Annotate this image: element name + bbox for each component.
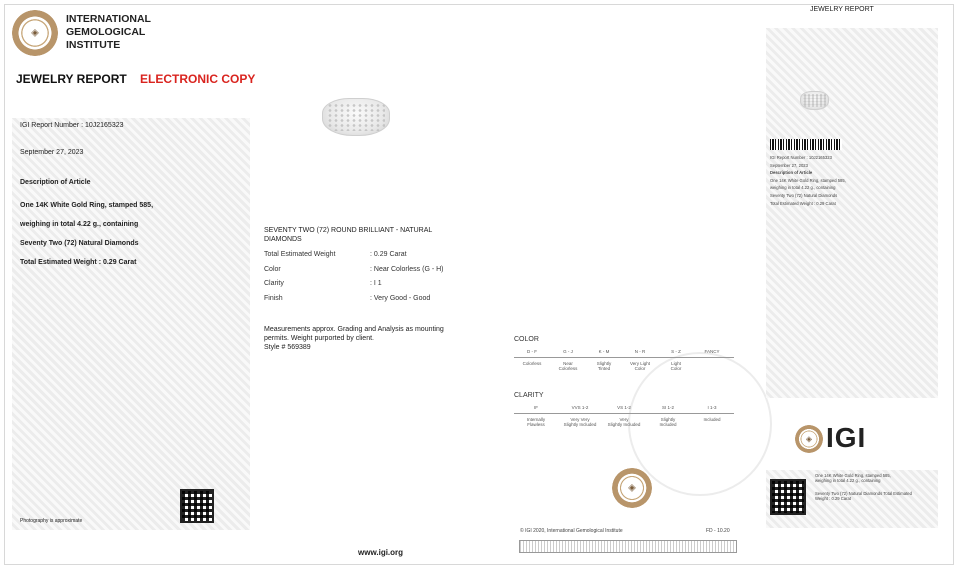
- tear-line: Seventy Two (72) Natural Diamonds Total Estimated: [815, 491, 912, 496]
- tear-details: [815, 473, 935, 501]
- grading-label: Total Estimated Weight: [264, 251, 336, 258]
- ring-diamonds: [327, 103, 385, 131]
- clarity-desc-row: [514, 417, 734, 427]
- photo-note: Photography is approximate: [20, 518, 83, 524]
- report-date: September 27, 2023: [20, 149, 84, 156]
- color-scale-heading: COLOR: [514, 336, 539, 343]
- color-grade: D - F: [527, 349, 537, 354]
- grading-row: [264, 295, 504, 310]
- color-desc: Very Light Color: [629, 361, 650, 371]
- total-weight: Total Estimated Weight : 0.29 Carat: [20, 259, 137, 266]
- right-line: Seventy Two (72) Natural Diamonds: [770, 192, 838, 198]
- clarity-grade: I 1-3: [707, 405, 717, 410]
- color-desc: Slightly Tinted: [596, 361, 612, 371]
- right-line: One 14K White Gold Ring, stamped 585,: [770, 177, 846, 183]
- clarity-scale-heading: CLARITY: [514, 392, 544, 399]
- clarity-desc: Very Very Slightly Included: [563, 417, 597, 427]
- clarity-desc: Slightly Included: [659, 417, 677, 427]
- color-scale: [514, 349, 734, 371]
- description-line-3: Seventy Two (72) Natural Diamonds: [20, 240, 139, 247]
- grading-row: [264, 251, 504, 266]
- note-line-1: Measurements approx. Grading and Analysis as mounting: [264, 326, 444, 333]
- grading-label: Color: [264, 265, 281, 273]
- right-line: Total Estimated Weight : 0.29 Carat: [770, 200, 836, 206]
- right-line: weighing in total 4.22 g., containing: [770, 185, 836, 191]
- color-desc: Colorless: [522, 361, 542, 366]
- grading-label: Finish: [264, 294, 283, 302]
- grading-table: [264, 251, 504, 309]
- qr-code-icon: [770, 479, 806, 515]
- clarity-grade: SI 1-2: [661, 405, 674, 410]
- description-line-2: weighing in total 4.22 g., containing: [20, 221, 139, 228]
- form-code: FD - 10.20: [706, 528, 730, 534]
- description-line-1: One 14K White Gold Ring, stamped 585,: [20, 202, 154, 209]
- org-line-1: INTERNATIONAL: [66, 13, 151, 25]
- report-title: JEWELRY REPORT: [16, 72, 127, 86]
- clarity-grade: IF: [534, 405, 538, 410]
- ring-photo: [322, 98, 390, 136]
- security-strip: [519, 540, 737, 553]
- grading-value: : I 1: [370, 280, 382, 287]
- clarity-grade-row: [514, 405, 734, 410]
- clarity-scale-line: [514, 413, 734, 414]
- color-desc: Near Colorless: [558, 361, 578, 371]
- color-desc-row: [514, 361, 734, 371]
- report-number: IGI Report Number : 10J2165323: [20, 122, 124, 129]
- ring-diamonds: [803, 94, 826, 107]
- right-panel: [766, 28, 938, 398]
- igi-logo-text: IGI: [826, 422, 867, 453]
- diamond-heading-line-1: SEVENTY TWO (72) ROUND BRILLIANT - NATURAL: [264, 227, 433, 234]
- tear-line: Weight : 0.29 Carat: [815, 496, 852, 501]
- grading-value: : Near Colorless (G - H): [370, 265, 444, 273]
- measurement-note: [264, 325, 444, 352]
- igi-seal-icon: ◈: [12, 10, 58, 56]
- color-grade: K - M: [598, 349, 610, 354]
- description-heading: Description of Article: [20, 179, 91, 186]
- electronic-copy-label: ELECTRONIC COPY: [140, 72, 256, 86]
- org-name: [66, 13, 151, 52]
- diamond-heading: [264, 226, 432, 244]
- org-line-2: GEMOLOGICAL: [66, 26, 146, 38]
- clarity-desc: Internally Flawless: [526, 417, 546, 427]
- right-line: IGI Report Number : 10J2165323: [770, 155, 832, 160]
- diamond-heading-line-2: DIAMONDS: [264, 236, 302, 243]
- qr-code-icon: [180, 489, 214, 523]
- copyright: © IGI 2020, International Gemological Institute: [520, 528, 623, 534]
- color-grade: G - J: [563, 349, 573, 354]
- grading-value: : 0.29 Carat: [370, 251, 407, 258]
- color-desc: Light Color: [670, 361, 682, 371]
- ring-photo-small: [800, 91, 829, 110]
- right-report-title: JEWELRY REPORT: [810, 6, 874, 13]
- org-line-3: INSTITUTE: [66, 39, 121, 51]
- style-number: Style # 569389: [264, 344, 311, 351]
- grading-value: : Very Good - Good: [370, 294, 431, 302]
- color-scale-line: [514, 357, 734, 358]
- tear-line: One 14K White Gold Ring, stamped 585,: [815, 473, 891, 478]
- grading-row: [264, 266, 504, 281]
- barcode-icon: [770, 139, 842, 150]
- right-line: September 27, 2023: [770, 162, 808, 168]
- website-url: www.igi.org: [358, 548, 404, 557]
- clarity-grade: VS 1-2: [617, 405, 631, 410]
- igi-seal-icon: ◈: [612, 468, 652, 508]
- right-line: Description of Article: [770, 170, 813, 176]
- note-line-2: permits. Weight purported by client.: [264, 335, 374, 342]
- clarity-desc: Very Slightly Included: [607, 417, 641, 427]
- tear-line: weighing in total 4.22 g., containing: [815, 478, 881, 483]
- right-details: [770, 154, 934, 207]
- color-grade-row: [514, 349, 734, 354]
- color-grade: FANCY: [704, 349, 720, 354]
- clarity-scale: [514, 405, 734, 427]
- clarity-grade: VVS 1-2: [571, 405, 589, 410]
- grading-label: Clarity: [264, 280, 284, 287]
- grading-row: [264, 280, 504, 295]
- clarity-desc: Included: [703, 417, 721, 422]
- color-grade: N - R: [634, 349, 646, 354]
- color-grade: S - Z: [671, 349, 681, 354]
- igi-logo-icon: ◈: [795, 425, 823, 453]
